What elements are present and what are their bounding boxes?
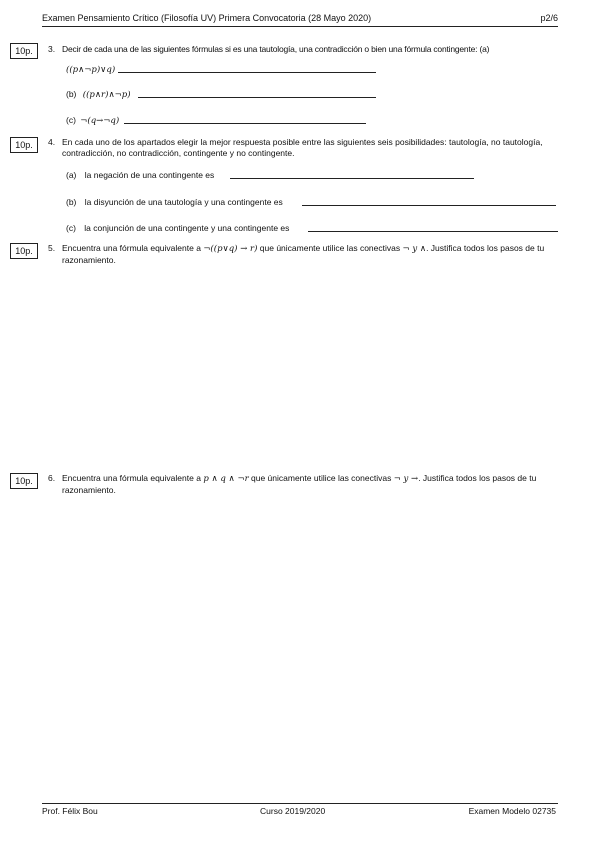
q3-text: Decir de cada una de las siguientes fórmulas si es una tautología, una contradicción o bien una fórmula contingente: (a) [62,44,490,54]
q5-points: 10p. [10,243,38,259]
q4-item-a [66,170,214,181]
q3-item-a-formula: ((p∧¬p)∨q) [66,65,116,75]
header-rule [42,26,558,27]
q4-item-c-text: la conjunción de una contingente y una contingente es [84,223,290,233]
q5-text-c: . Justifica todos los pasos de tu razonamiento. [62,243,545,265]
q5-number: 5. [48,243,56,253]
q6-text-a: Encuentra una fórmula equivalente a [62,473,201,483]
q3-item-c-formula: ¬(q→¬q) [80,116,120,126]
q4-answer-line-b[interactable] [302,205,556,206]
q3-item-b [66,89,131,101]
footer-model: Examen Modelo 02735 [468,806,556,816]
q3-answer-line-a[interactable] [118,72,376,73]
q3-number: 3. [48,44,56,54]
q3-points: 10p. [10,43,38,59]
q4-item-a-text: la negación de una contingente es [84,170,215,180]
q3-answer-line-c[interactable] [124,123,366,124]
q4-item-b [66,197,283,208]
q6-text [62,473,556,496]
q6-text-b: que únicamente utilice las conectivas [251,473,392,483]
q5-text [62,243,556,266]
q3-item-c [66,115,119,127]
q6-number: 6. [48,473,56,483]
footer-author: Prof. Félix Bou [42,806,98,816]
q4-item-b-label: (b) [66,197,77,207]
q3-item-b-formula: ((p∧r)∧¬p) [82,90,131,100]
q3-item-b-label: (b) [66,89,77,99]
q3-item-a [66,64,115,76]
q5-text-b: que únicamente utilice las conectivas [259,243,401,253]
header-title: Examen Pensamiento Crítico (Filosofía UV) Primera Convocatoria (28 Mayo 2020) [42,13,372,23]
q6-formula: p ∧ q ∧ ¬r [203,474,249,484]
q4-number: 4. [48,137,56,147]
q6-points: 10p. [10,473,38,489]
q5-text-a: Encuentra una fórmula equivalente a [62,243,201,253]
footer-rule [42,803,558,804]
q4-answer-line-c[interactable] [308,231,558,232]
q5-formula: ¬((p∨q) → r) [203,244,258,254]
q5-connectives: ¬ y ∧ [402,244,427,254]
q4-item-c [66,223,289,234]
q3-item-c-label: (c) [66,115,76,125]
q4-item-a-label: (a) [66,170,77,180]
q4-points: 10p. [10,137,38,153]
q6-text-c: . Justifica todos los pasos de tu razonamiento. [62,473,537,495]
q3-answer-line-b[interactable] [138,97,376,98]
footer-course: Curso 2019/2020 [260,806,326,816]
q4-text: En cada uno de los apartados elegir la mejor respuesta posible entre las siguientes seis posibilidades: tautología, no tautología, contradicción, no contradicción, contingente y no contingente. [62,137,543,158]
q6-connectives: ¬ y → [393,474,419,484]
page-number: p2/6 [540,13,558,23]
q4-answer-line-a[interactable] [230,178,474,179]
q4-item-b-text: la disyunción de una tautología y una contingente es [84,197,283,207]
q4-item-c-label: (c) [66,223,76,233]
